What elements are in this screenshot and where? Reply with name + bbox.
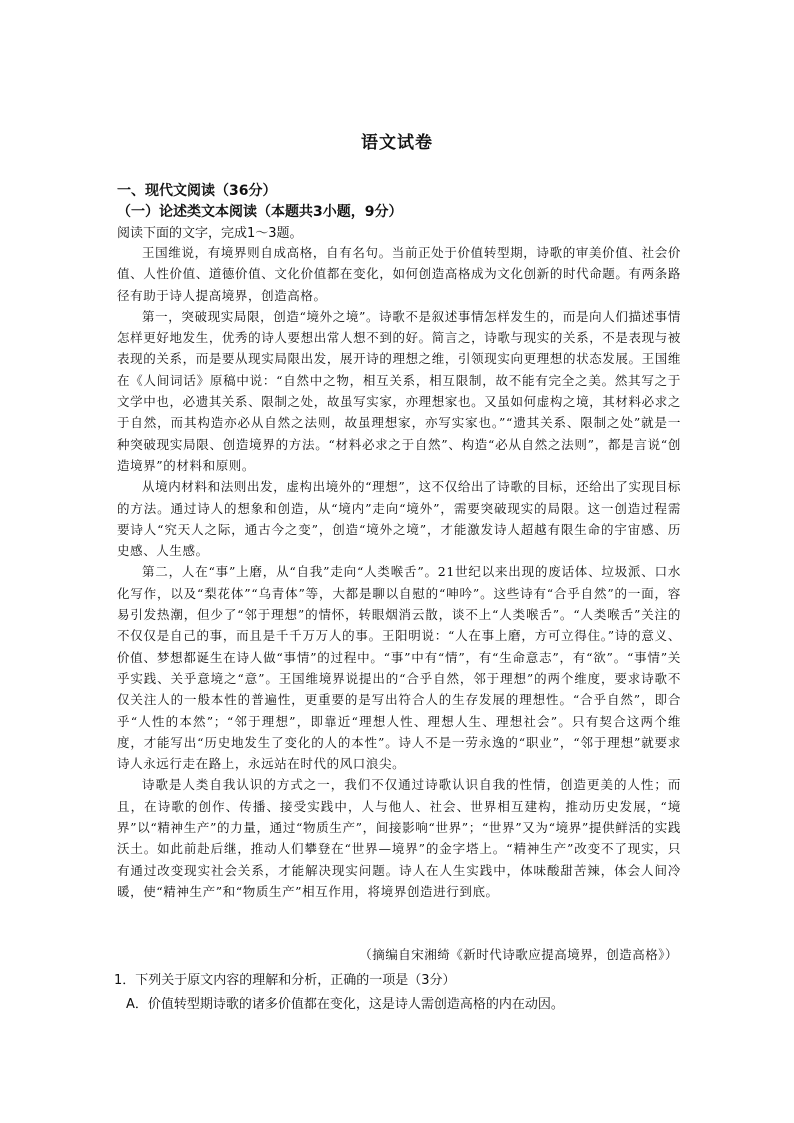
section-heading: 一、现代文阅读（36分） (117, 183, 277, 199)
passage-paragraph-3: 从境内材料和法则出发，虚构出境外的“理想”，这不仅给出了诗歌的目标，还给出了实现目标的方法。通过诗人的想象和创造，从“境内”走向“境外”，需要突破现实的局限。这一创造过程需要诗人“究天人之际，通古今之变”，创造“境外之境”，才能激发诗人超越有限生命的宇宙感、历史感、人生感。 (117, 479, 681, 559)
passage-paragraph-1: 王国维说，有境界则自成高格，自有名句。当前正处于价值转型期，诗歌的审美价值、社会价值、人性价值、道德价值、文化价值都在变化，如何创造高格成为文化创新的时代命题。有两条路径有助于诗人提高境界，创造高格。 (117, 245, 681, 303)
reading-passage (117, 242, 681, 902)
subsection-heading: （一）论述类文本阅读（本题共3小题，9分） (117, 204, 403, 220)
passage-paragraph-2: 第一，突破现实局限，创造“境外之境”。诗歌不是叙述事情怎样发生的，而是向人们描述事情怎样更好地发生，优秀的诗人要想出常人想不到的好。简言之，诗歌与现实的关系，不是表现与被表现的关系，而是要从现实局限出发，展开诗的理想之维，引领现实向更理想的状态发展。王国维在《人间词话》原稿中说：“自然中之物，相互关系，相互限制，故不能有完全之美。然其写之于文学中也，必遗其关系、限制之处，故虽写实家，亦理想家也。又虽如何虚构之境，其材料必求之于自然，而其构造亦必从自然之法则，故虽理想家，亦写实家也。”“遗其关系、限制之处”就是一种突破现实局限、创造境界的方法。“材料必求之于自然”、构造“必从自然之法则”，都是言说“创造境界”的材料和原则。 (117, 308, 681, 473)
question-1-option-a: A．价值转型期诗歌的诸多价值都在变化，这是诗人需创造高格的内在动因。 (126, 997, 564, 1012)
question-1-stem: 1．下列关于原文内容的理解和分析，正确的一项是（3分） (114, 973, 456, 988)
page-title: 语文试卷 (361, 133, 433, 153)
passage-source: （摘编自宋湘绮《新时代诗歌应提高境界，创造高格》） (359, 947, 678, 962)
passage-paragraph-4: 第二，人在“事”上磨，从“自我”走向“人类喉舌”。21世纪以来出现的废话体、垃圾派、口水化写作，以及“梨花体”“乌青体”等，大都是聊以自慰的“呻吟”。这些诗有“合乎自然”的一面，容易引发热潮，但少了“邻于理想”的情怀，转眼烟消云散，谈不上“人类喉舌”。“人类喉舌”关注的不仅仅是自己的事，而且是千千万万人的事。王阳明说：“人在事上磨，方可立得住。”诗的意义、价值、梦想都诞生在诗人做“事情”的过程中。“事”中有“情”，有“生命意志”，有“欲”。“事情”关乎实践、关乎意境之“意”。王国维境界说提出的“合乎自然，邻于理想”的两个维度，要求诗歌不仅关注人的一般本性的普遍性，更重要的是写出符合人的生存发展的理想性。“合乎自然”，即合乎“人性的本然”；“邻于理想”，即靠近“理想人性、理想人生、理想社会”。只有契合这两个维度，才能写出“历史地发生了变化的人的本性”。诗人不是一劳永逸的“职业”，“邻于理想”就要求诗人永远行走在路上，永远站在时代的风口浪尖。 (117, 564, 681, 772)
reading-instruction: 阅读下面的文字，完成1～3题。 (117, 226, 303, 241)
passage-paragraph-5: 诗歌是人类自我认识的方式之一，我们不仅通过诗歌认识自我的性情，创造更美的人性；而且，在诗歌的创作、传播、接受实践中，人与他人、社会、世界相互建构，推动历史发展，“境界”以“精神生产”的力量，通过“物质生产”，间接影响“世界”；“世界”又为“境界”提供鲜活的实践沃土。如此前赴后继，推动人们攀登在“世界—境界”的金字塔上。“精神生产”改变不了现实，只有通过改变现实社会关系，才能解决现实问题。诗人在人生实践中，体味酸甜苦辣，体会人间冷暖，使“精神生产”和“物质生产”相互作用，将境界创造进行到底。 (117, 777, 681, 899)
